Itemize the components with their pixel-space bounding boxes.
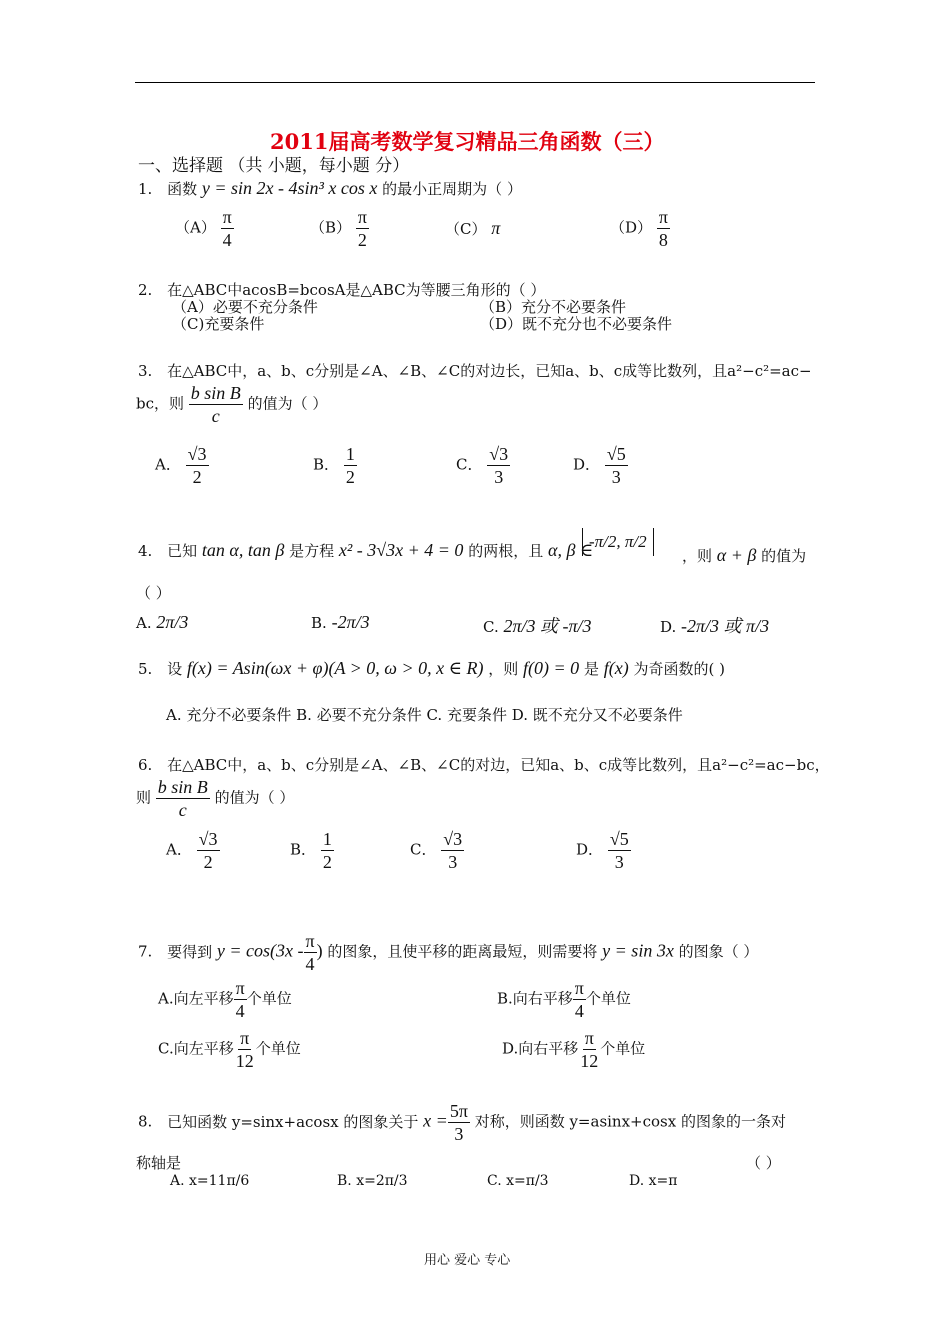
question-text: 则 xyxy=(136,788,152,807)
option-label: B． xyxy=(290,840,317,859)
option-text: D.向右平移 xyxy=(502,1039,579,1058)
option-a[interactable] xyxy=(155,443,209,488)
denominator: 12 xyxy=(580,1051,599,1071)
option-text: 个单位 xyxy=(255,1039,301,1058)
question-8-line2: 称轴是 xyxy=(136,1154,182,1172)
numerator: π xyxy=(222,207,232,227)
numerator: π xyxy=(574,978,584,998)
formula: y = cos(3x - xyxy=(216,940,304,961)
question-text: 为奇函数的( ) xyxy=(633,660,725,678)
interval-bracket: -π/2, π/2 xyxy=(582,528,654,556)
header-rule xyxy=(135,82,815,83)
question-text: 的图象，且使平移的距离最短，则需要将 xyxy=(327,942,598,961)
question-text: 的最小正周期为（ ） xyxy=(382,180,522,198)
option-label: （B） xyxy=(310,218,352,237)
denominator: 4 xyxy=(305,954,315,974)
document-title: 2011届高考数学复习精品三角函数（三） xyxy=(270,129,665,154)
option-b[interactable] xyxy=(497,977,631,1022)
option-text: C.向左平移 xyxy=(158,1039,234,1058)
denominator: 3 xyxy=(454,1124,464,1144)
formula: y = sin 3x xyxy=(602,940,674,961)
interval-left: -π/2 xyxy=(589,532,617,551)
fraction xyxy=(605,443,628,488)
denominator: 3 xyxy=(614,852,624,872)
question-text: 设 xyxy=(167,660,183,678)
option-label: C． xyxy=(456,455,483,474)
denominator: 8 xyxy=(658,230,668,250)
option-d[interactable] xyxy=(576,828,631,873)
question-1 xyxy=(138,178,522,199)
option-label: C． xyxy=(410,840,437,859)
fraction xyxy=(441,828,464,873)
option-b[interactable]: B. x=2π/3 xyxy=(337,1173,408,1189)
question-text: 的值为（ ） xyxy=(214,788,295,807)
denominator: 3 xyxy=(494,467,504,487)
formula: x² - 3√3x + 4 = 0 xyxy=(338,540,464,560)
formula: f(x) xyxy=(603,658,629,678)
option-label: B. xyxy=(311,614,327,632)
question-text: 已知函数 y=sinx+acosx 的图象关于 xyxy=(167,1112,419,1131)
fraction xyxy=(189,382,243,427)
question-number: 5. xyxy=(138,660,153,678)
formula: α + β xyxy=(716,545,757,565)
option-c[interactable] xyxy=(483,612,592,638)
question-number: 3. xyxy=(138,362,153,380)
option-b[interactable] xyxy=(313,443,357,488)
option-text: B.向右平移 xyxy=(497,989,573,1008)
denominator: 2 xyxy=(345,467,355,487)
numerator: √3 xyxy=(198,829,218,849)
question-6-line2 xyxy=(136,776,294,821)
question-4-tail xyxy=(682,545,806,566)
denominator: 3 xyxy=(448,852,458,872)
option-c[interactable]: C. x=π/3 xyxy=(487,1173,549,1189)
denominator: 2 xyxy=(192,467,202,487)
question-number: 6. xyxy=(138,756,153,774)
fraction xyxy=(197,828,220,873)
formula: f(x) = Asin(ωx + φ)(A > 0, ω > 0, x ∈ R) xyxy=(186,658,484,678)
numerator: b sin B xyxy=(157,777,208,797)
option-label: A. xyxy=(136,614,152,632)
option-label: A． xyxy=(166,840,192,859)
fraction xyxy=(321,828,334,873)
option-label: D． xyxy=(573,455,601,474)
option-value: 2π/3 或 -π/3 xyxy=(503,616,592,636)
option-label: （A） xyxy=(175,218,216,237)
question-text: bc，则 xyxy=(136,394,185,413)
numerator: π xyxy=(305,931,315,951)
option-text: 个单位 xyxy=(246,989,292,1008)
question-number: 4. xyxy=(138,542,153,560)
question-number: 8. xyxy=(138,1112,153,1131)
numerator: π xyxy=(658,207,668,227)
question-text: 在△ABC中acosB=bcosA是△ABC为等腰三角形的（ ） xyxy=(167,281,546,299)
option-c[interactable] xyxy=(158,1027,301,1072)
numerator: π xyxy=(240,1028,250,1048)
numerator: π xyxy=(584,1028,594,1048)
question-text: 的两根，且 xyxy=(468,542,544,560)
fraction xyxy=(487,443,510,488)
option-a[interactable]: A. x=11π/6 xyxy=(170,1173,250,1189)
option-b[interactable]: （B）充分不必要条件 xyxy=(480,298,627,316)
question-text: ，则 xyxy=(488,660,519,678)
formula: α, β ∈ xyxy=(548,540,594,560)
formula: x = xyxy=(423,1110,448,1131)
question-text: ，则 xyxy=(682,547,713,565)
option-d[interactable] xyxy=(502,1027,645,1072)
question-number: 2. xyxy=(138,281,153,299)
option-c[interactable] xyxy=(456,443,510,488)
denominator: 3 xyxy=(611,467,621,487)
numerator: 1 xyxy=(345,444,355,464)
option-text: 个单位 xyxy=(600,1039,646,1058)
fraction xyxy=(234,1027,256,1072)
option-b[interactable] xyxy=(290,828,334,873)
question-text: 的值为（ ） xyxy=(247,394,328,413)
question-text: 是方程 xyxy=(289,542,335,560)
denominator: c xyxy=(211,406,220,426)
option-b[interactable] xyxy=(311,612,370,633)
option-d[interactable]: D. x=π xyxy=(629,1173,678,1189)
answer-paren: （ ） xyxy=(136,584,171,602)
option-a[interactable] xyxy=(166,828,220,873)
option-d[interactable]: （D）既不充分也不必要条件 xyxy=(480,315,673,333)
question-text: 是 xyxy=(583,660,599,678)
question-6 xyxy=(138,754,830,775)
fraction xyxy=(573,977,586,1022)
option-value: -2π/3 或 π/3 xyxy=(681,616,770,636)
numerator: √3 xyxy=(443,829,463,849)
option-value: 2π/3 xyxy=(156,612,189,632)
fraction xyxy=(156,776,210,821)
interval-right: π/2 xyxy=(624,532,647,551)
denominator: 2 xyxy=(203,852,213,872)
fraction xyxy=(186,443,209,488)
answer-paren: （ ） xyxy=(746,1154,781,1172)
option-c[interactable] xyxy=(410,828,464,873)
denominator: 4 xyxy=(222,230,232,250)
question-3 xyxy=(138,360,812,381)
fraction xyxy=(304,930,317,975)
option-label: A． xyxy=(155,455,181,474)
option-value: -2π/3 xyxy=(331,612,370,632)
denominator: c xyxy=(178,800,187,820)
numerator: √5 xyxy=(609,829,629,849)
option-c[interactable]: （C)充要条件 xyxy=(172,315,265,333)
option-d[interactable] xyxy=(660,612,769,638)
option-value: π xyxy=(491,218,501,238)
question-8 xyxy=(138,1100,786,1145)
question-text: 的值为 xyxy=(761,547,807,565)
denominator: 4 xyxy=(574,1001,584,1021)
fraction xyxy=(578,1027,600,1072)
numerator: √3 xyxy=(489,444,509,464)
denominator: 4 xyxy=(235,1001,245,1021)
page-footer: 用心 爱心 专心 xyxy=(424,1253,511,1268)
question-text: 在△ABC中，a、b、c分别是∠A、∠B、∠C的对边长，已知a、b、c成等比数列，且a²−c²=ac− xyxy=(167,362,812,380)
numerator: √3 xyxy=(187,444,207,464)
option-text: A.向左平移 xyxy=(158,989,234,1008)
question-text: 在△ABC中，a、b、c分别是∠A、∠B、∠C的对边，已知a、b、c成等比数列，且a²−c²=ac−bc， xyxy=(167,756,830,774)
fraction xyxy=(448,1100,470,1145)
option-label: C. xyxy=(483,618,499,636)
numerator: 1 xyxy=(322,829,332,849)
formula: f(0) = 0 xyxy=(523,658,580,678)
formula: tan α, tan β xyxy=(201,540,285,560)
question-text: 已知 xyxy=(167,542,198,560)
question-7 xyxy=(138,930,758,975)
denominator: 2 xyxy=(322,852,332,872)
question-5-options[interactable]: A. 充分不必要条件 B. 必要不充分条件 C. 充要条件 D. 既不充分又不必要条件 xyxy=(166,706,683,724)
question-3-line2 xyxy=(136,382,327,427)
question-text: 对称，则函数 y=asinx+cosx 的图象的一条对 xyxy=(474,1112,786,1131)
option-d[interactable] xyxy=(610,206,670,251)
numerator: √5 xyxy=(606,444,626,464)
numerator: π xyxy=(357,207,367,227)
option-c[interactable] xyxy=(445,218,500,239)
fraction xyxy=(234,977,247,1022)
formula: y = sin 2x - 4sin³ x cos x xyxy=(201,178,378,198)
option-label: （D） xyxy=(610,218,653,237)
option-label: D. xyxy=(660,618,677,636)
fraction xyxy=(344,443,357,488)
fraction xyxy=(657,206,670,251)
numerator: π xyxy=(235,978,245,998)
question-text: 函数 xyxy=(167,180,198,198)
denominator: 2 xyxy=(357,230,367,250)
option-b[interactable] xyxy=(310,206,369,251)
fraction xyxy=(608,828,631,873)
numerator: b sin B xyxy=(190,383,241,403)
option-a[interactable] xyxy=(175,206,234,251)
question-5 xyxy=(138,658,725,679)
question-text: 的图象（ ） xyxy=(678,942,759,961)
section-heading: 一、选择题 （共 小题，每小题 分） xyxy=(138,156,410,176)
option-a[interactable]: （A）必要不充分条件 xyxy=(172,298,318,316)
question-text: 要得到 xyxy=(167,942,213,961)
numerator: 5π xyxy=(449,1101,468,1121)
option-a[interactable] xyxy=(158,977,292,1022)
formula: ) xyxy=(316,940,323,961)
question-number: 7. xyxy=(138,942,153,961)
question-4 xyxy=(138,540,593,561)
fraction xyxy=(221,206,234,251)
interval xyxy=(582,528,654,556)
denominator: 12 xyxy=(235,1051,254,1071)
option-text: 个单位 xyxy=(585,989,631,1008)
option-label: B． xyxy=(313,455,340,474)
option-label: D． xyxy=(576,840,604,859)
question-number: 1. xyxy=(138,180,153,198)
option-label: （C） xyxy=(445,220,487,238)
option-d[interactable] xyxy=(573,443,628,488)
option-a[interactable] xyxy=(136,612,188,633)
fraction xyxy=(356,206,369,251)
